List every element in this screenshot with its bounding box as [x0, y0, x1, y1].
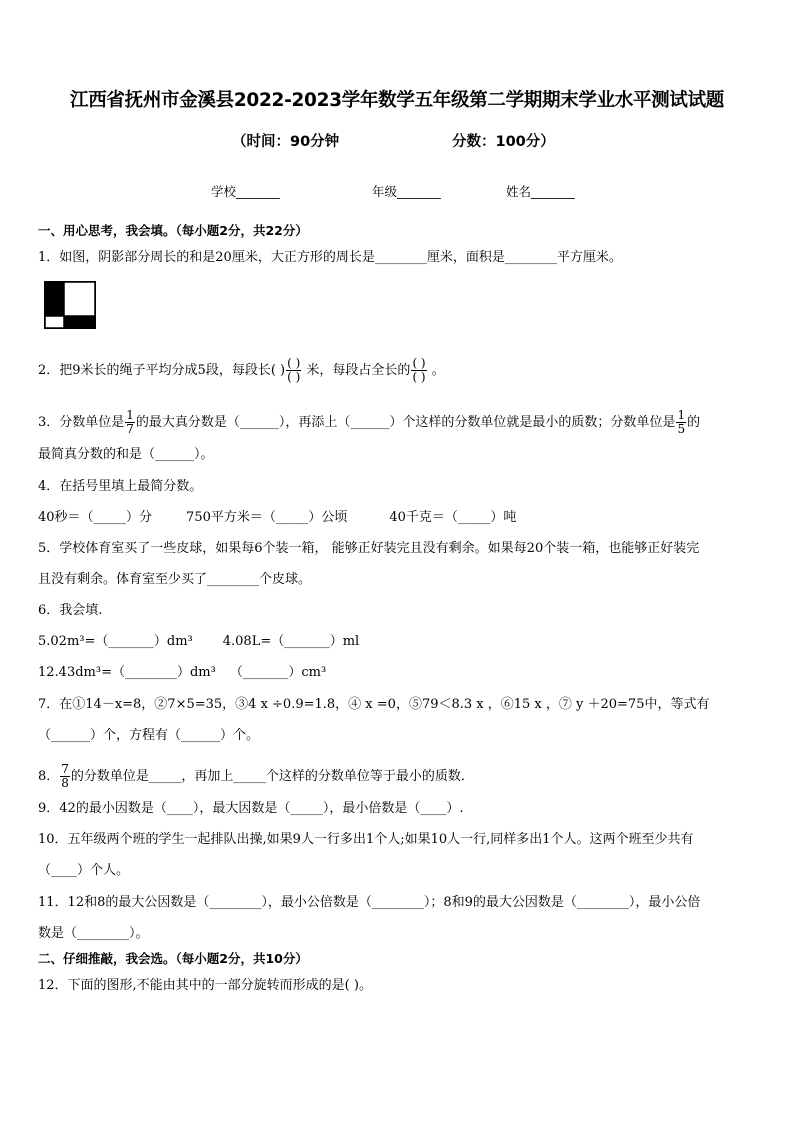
question-2: 2．把9米长的绳子平均分成5段，每段长( ) $\frac{( )}{( )}$ 米，每段占全长的 $\frac{( )}{( )}$ 。 — [38, 356, 445, 384]
answer-fraction[interactable]: $\frac{( )}{( )}$ — [287, 356, 301, 384]
section-1-heading: 一、用心思考，我会填。（每小题2分，共22分） — [38, 223, 308, 238]
answer-fraction[interactable]: $\frac{( )}{( )}$ — [412, 356, 426, 384]
question-11-cont: 数是（________）。 — [38, 926, 149, 941]
question-6: 6．我会填. — [38, 603, 103, 618]
score-label: 分数：100分） — [452, 134, 555, 150]
question-3-cont: 最简真分数的和是（______）。 — [38, 447, 214, 462]
section-2-heading: 二、仔细推敲，我会选。（每小题2分，共10分） — [38, 951, 308, 966]
question-4-items: 40秒＝（_____）分 750平方米＝（_____）公顷 40千克＝（_____）吨 — [38, 510, 517, 525]
fraction-1-7: $\frac{1}{7}$ — [126, 408, 134, 436]
question-9: 9．42的最小因数是（____），最大因数是（_____），最小倍数是（____）. — [38, 801, 464, 816]
question-11: 11．12和8的最大公因数是（________），最小公倍数是（________）；8和9的最大公因数是（________），最小公倍 — [38, 895, 701, 910]
question-6-row2: 12.43dm³=（________）dm³ （_______）cm³ — [38, 665, 327, 680]
question-7-cont: （______）个，方程有（______）个。 — [38, 728, 260, 743]
time-label: （时间：90分钟 — [232, 134, 340, 150]
page-title: 江西省抚州市金溪县2022-2023学年数学五年级第二学期期末学业水平测试试题 — [70, 90, 724, 111]
question-3: 3．分数单位是 $\frac{1}{7}$ 的最大真分数是（______），再添上（______）个这样的分数单位就是最小的质数；分数单位是 $\frac{1}{5}$ 的 — [38, 408, 701, 436]
question-5: 5．学校体育室买了一些皮球，如果每6个装一箱， 能够正好装完且没有剩余。如果每20个装一箱，也能够正好装完 — [38, 541, 700, 556]
question-4: 4．在括号里填上最简分数。 — [38, 479, 203, 494]
square-figure — [44, 281, 96, 329]
name-field[interactable]: 姓名_______ — [506, 184, 575, 199]
fraction-1-5: $\frac{1}{5}$ — [677, 408, 686, 436]
question-1: 1．如图，阴影部分周长的和是20厘米，大正方形的周长是________厘米，面积是________平方厘米。 — [38, 250, 622, 265]
question-10: 10．五年级两个班的学生一起排队出操,如果9人一行多出1个人;如果10人一行,同样多出1个人。这两个班至少共有 — [38, 832, 694, 847]
question-10-cont: （____）个人。 — [38, 863, 130, 878]
grade-field[interactable]: 年级_______ — [372, 184, 441, 199]
question-12: 12．下面的图形,不能由其中的一部分旋转而形成的是( )。 — [38, 978, 372, 993]
school-field[interactable]: 学校_______ — [211, 184, 280, 199]
fraction-7-8: $\frac{7}{8}$ — [61, 762, 69, 790]
question-5-cont: 且没有剩余。体育室至少买了________个皮球。 — [38, 572, 312, 587]
question-8: 8． $\frac{7}{8}$ 的分数单位是_____，再加上_____个这样的分数单位等于最小的质数． — [38, 762, 474, 790]
question-7: 7．在①14－x=8，②7×5=35，③4 x ÷0.9=1.8，④ x =0，⑤79＜8.3 x ，⑥15 x ，⑦ y ＋20=75中，等式有 — [38, 697, 710, 712]
question-6-row1: 5.02m³=（_______）dm³ 4.08L=（_______）ml — [38, 634, 360, 649]
